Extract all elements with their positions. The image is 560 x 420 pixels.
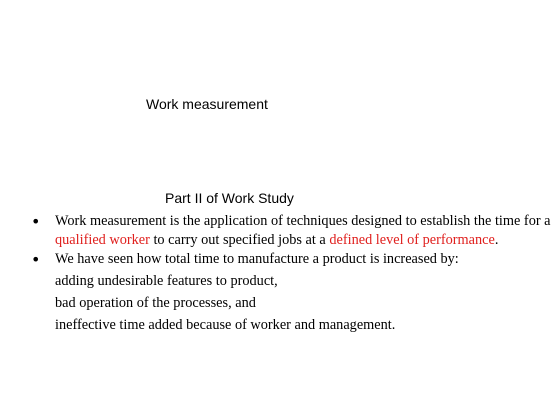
bullet-text-part: .: [494, 232, 499, 248]
sub-line-1: adding undesirable features to product,: [55, 273, 278, 289]
slide-subtitle: Part II of Work Study: [165, 190, 294, 206]
sub-line-3: ineffective time added because of worker and management.: [55, 317, 396, 333]
bullet-text-part: Work measurement is the application of techniques designed to establish the time for a: [55, 213, 551, 229]
bullet-text-1: [55, 212, 555, 250]
bullet-icon: •: [31, 212, 41, 231]
slide-title: Work measurement: [146, 96, 268, 112]
highlight-qualified-worker: qualified worker: [55, 232, 150, 248]
bullet-icon: •: [31, 250, 41, 269]
bullet-text-2: We have seen how total time to manufacture a product is increased by:: [55, 251, 459, 267]
highlight-defined-level: defined level of performance: [329, 232, 495, 248]
bullet-text-part: to carry out specified jobs at a: [149, 232, 330, 248]
sub-line-2: bad operation of the processes, and: [55, 295, 256, 311]
